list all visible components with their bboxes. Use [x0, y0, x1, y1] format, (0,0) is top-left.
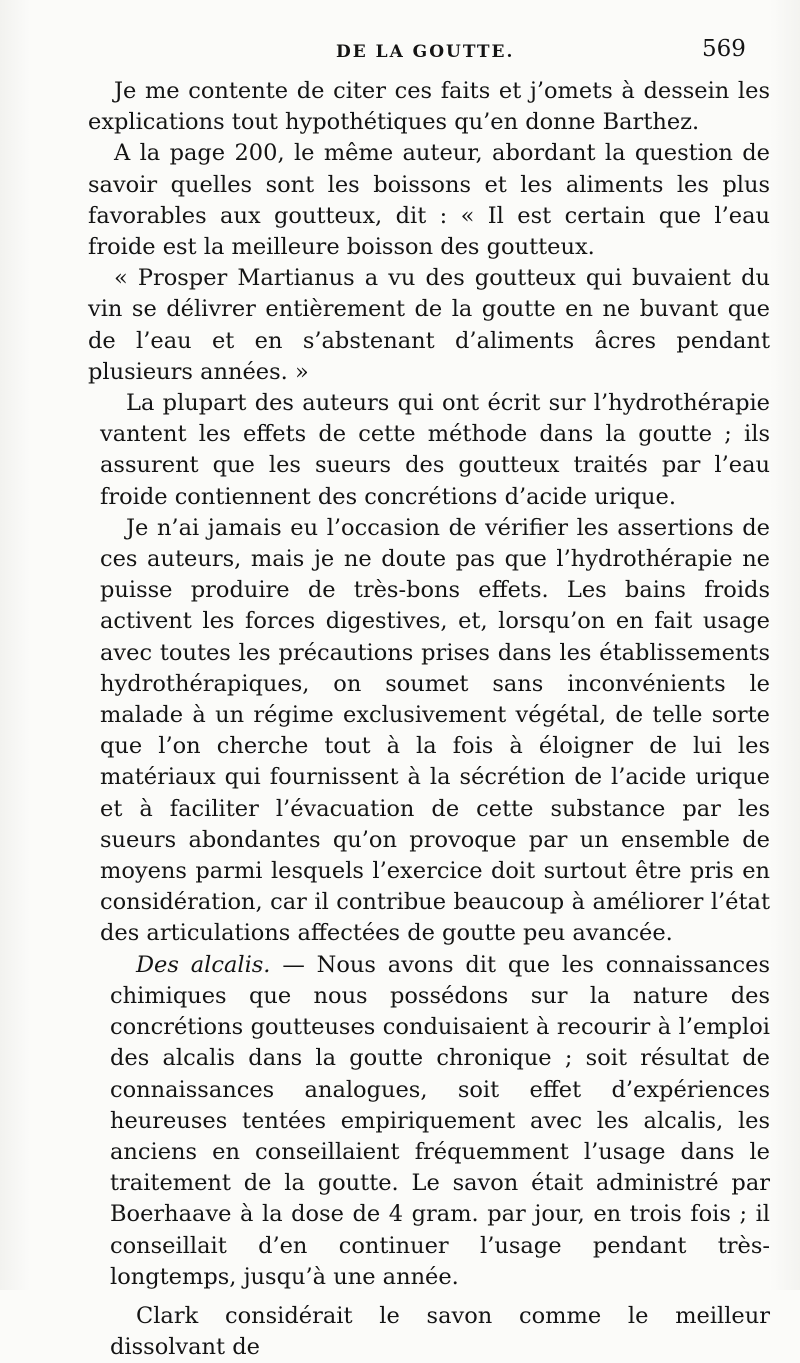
section-heading-alcalis: Des alcalis.: [136, 951, 271, 978]
paragraph-1: Je me contente de citer ces faits et j’omets à dessein les explications tout hypothétiques qu’en donne Barthez.: [88, 78, 770, 136]
page-header: [0, 36, 800, 66]
paragraph-alcalis: [110, 950, 770, 1293]
running-title: DE LA GOUTTE.: [336, 42, 515, 62]
paragraph-2: A la page 200, le même auteur, abordant la question de savoir quelles sont les boissons et les aliments les plus favorables aux goutteux, dit : « Il est certain que l’eau froide est la meilleure boisson des goutteux.: [88, 140, 770, 261]
page-number: 569: [702, 36, 746, 62]
paragraph-4: La plupart des auteurs qui ont écrit sur l’hydrothérapie vantent les effets de cette méthode dans la goutte ; ils assurent que les sueurs des goutteux traités par l’eau froide contiennent des concrétions d’acide urique.: [100, 390, 770, 510]
paragraph-5: Je n’ai jamais eu l’occasion de vérifier les assertions de ces auteurs, mais je ne doute pas que l’hydrothérapie ne puisse produire de très-bons effets. Les bains froids activent les forces digestives, et, lorsqu’on en fait usage avec toutes les précautions prises dans les établissements hydrothérapiques, on soumet sans inconvénients le malade à un régime exclusivement végétal, de telle sorte que l’on cherche tout à la fois à éloigner de lui les matériaux qui fournissent à la sécrétion de l’acide urique et à faciliter l’évacuation de cette substance par les sueurs abondantes qu’on provoque par un ensemble de moyens parmi lesquels l’exercice doit surtout être pris en considération, car il contribue beaucoup à améliorer l’état des articulations affectées de goutte peu avancée.: [100, 514, 770, 947]
paragraph-3: « Prosper Martianus a vu des goutteux qui buvaient du vin se délivrer entièrement de la goutte en ne buvant que de l’eau et en s’abstenant d’aliments âcres pendant plusieurs années. »: [88, 265, 770, 385]
alcalis-text: — Nous avons dit que les connaissances chimiques que nous possédons sur la nature des concrétions goutteuses conduisaient à recourir à l’emploi des alcalis dans la goutte chronique ; soit résultat de connaissances analogues, soit effet d’expériences heureuses tentées empiriquement avec les alcalis, les anciens en conseillaient fréquemment l’usage dans le traitement de la goutte. Le savon était administré par Boerhaave à la dose de 4 gram. par jour, en trois fois ; il conseillait d’en continuer l’usage pendant très-longtemps, jusqu’à une année.: [110, 951, 770, 1290]
paragraph-last: Clark considérait le savon comme le meilleur dissolvant de: [110, 1302, 770, 1361]
body-text: [88, 76, 770, 1363]
